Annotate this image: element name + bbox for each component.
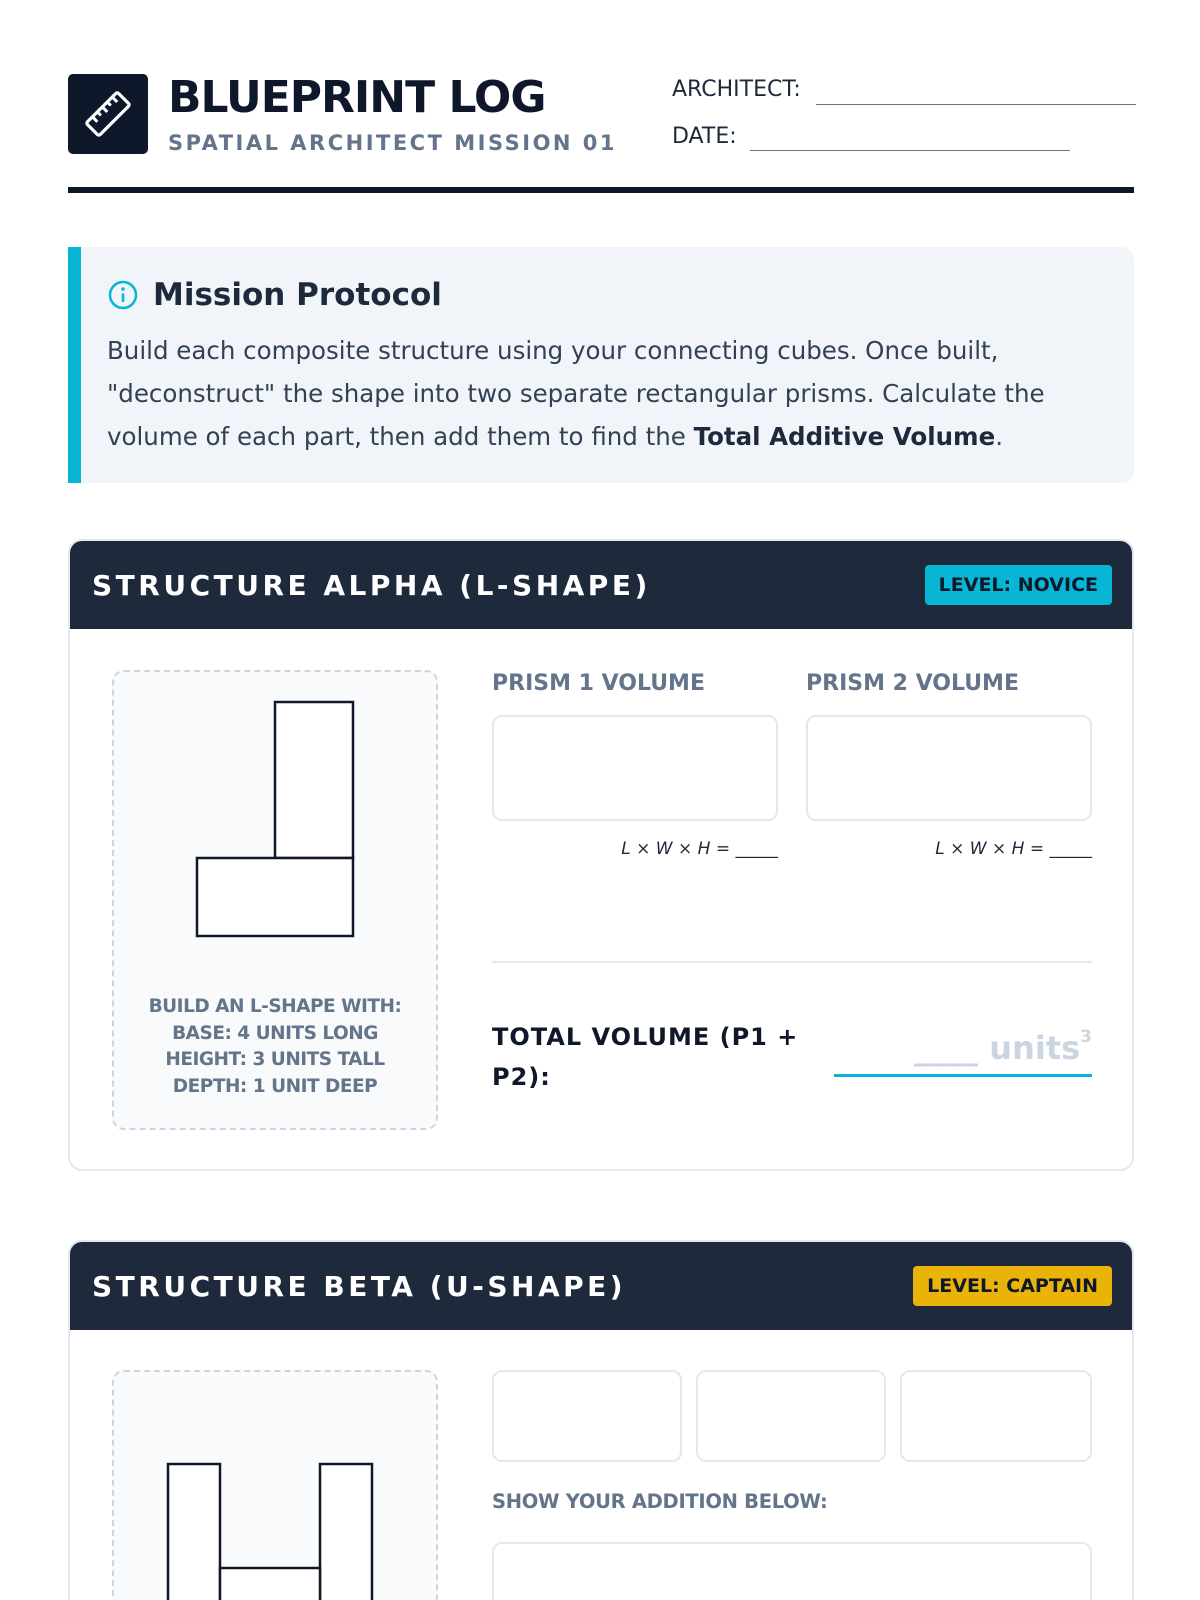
total-volume-label: TOTAL VOLUME (P1 + P2):: [492, 1023, 799, 1091]
ruler-icon: [82, 88, 134, 140]
prism-c-input[interactable]: [900, 1370, 1092, 1462]
date-label: DATE:: [672, 124, 737, 149]
protocol-title: Mission Protocol: [153, 277, 442, 313]
caption-line: HEIGHT: 3 UNITS TALL: [165, 1049, 385, 1070]
u-shape-right-pillar: [320, 1464, 372, 1600]
section-divider: [492, 961, 1092, 963]
prism-b-input[interactable]: [696, 1370, 886, 1462]
page-subtitle: SPATIAL ARCHITECT MISSION 01: [168, 131, 618, 155]
protocol-text-body: Build each composite structure using your connecting cubes. Once built, "deconstruct" the shape into two separate rectangular prisms. Calculate the volume of each part, then add them to find the: [107, 336, 1045, 451]
l-shape-base: [197, 858, 353, 936]
info-icon: [107, 279, 139, 311]
structure-alpha-diagram: [112, 670, 438, 1130]
caption-line: BASE: 4 UNITS LONG: [172, 1022, 378, 1044]
addition-label: SHOW YOUR ADDITION BELOW:: [492, 1490, 828, 1513]
total-volume-exponent: 3: [1080, 1027, 1092, 1047]
addition-work-area[interactable]: [492, 1542, 1092, 1600]
header-divider: [68, 187, 1134, 193]
caption-line: BUILD AN L-SHAPE WITH:: [148, 996, 402, 1017]
total-volume-blank: ____: [914, 1029, 990, 1067]
u-shape-left-pillar: [168, 1464, 220, 1600]
structure-beta-card: [68, 1240, 1134, 1600]
prism-2-formula: L × W × H = _____: [935, 839, 1092, 859]
l-shape-tower: [275, 702, 353, 858]
total-volume-unit: units: [989, 1029, 1081, 1067]
structure-beta-header: [70, 1242, 1132, 1330]
structure-alpha-instructions: [114, 994, 436, 1100]
protocol-heading: [107, 277, 442, 313]
u-shape-base: [220, 1568, 320, 1600]
architect-label: ARCHITECT:: [672, 77, 801, 102]
prism-a-input[interactable]: [492, 1370, 682, 1462]
protocol-text-end: .: [995, 422, 1003, 451]
page-title: BLUEPRINT LOG: [168, 72, 546, 123]
prism-1-formula: L × W × H = _____: [621, 839, 778, 859]
l-shape-drawing: [114, 672, 436, 972]
structure-beta-title: STRUCTURE BETA (U-SHAPE): [92, 1270, 627, 1303]
level-badge-captain: LEVEL: CAPTAIN: [913, 1266, 1112, 1306]
prism-2-label: PRISM 2 VOLUME: [806, 671, 1019, 696]
date-field[interactable]: [750, 150, 1070, 151]
u-shape-drawing: [114, 1372, 436, 1600]
mission-protocol: [68, 247, 1134, 483]
prism-2-input[interactable]: [806, 715, 1092, 821]
prism-1-label: PRISM 1 VOLUME: [492, 671, 705, 696]
structure-alpha-header: [70, 541, 1132, 629]
level-badge-novice: LEVEL: NOVICE: [925, 565, 1112, 605]
protocol-text-emphasis: Total Additive Volume: [693, 422, 996, 451]
prism-1-input[interactable]: [492, 715, 778, 821]
structure-alpha-title: STRUCTURE ALPHA (L-SHAPE): [92, 569, 651, 602]
logo: [68, 74, 148, 154]
protocol-text: [107, 329, 1107, 458]
total-volume-input[interactable]: [834, 1029, 1092, 1077]
header: [68, 74, 1134, 194]
structure-alpha-card: [68, 539, 1134, 1171]
architect-field[interactable]: [816, 104, 1136, 105]
caption-line: DEPTH: 1 UNIT DEEP: [172, 1075, 378, 1097]
structure-beta-diagram: [112, 1370, 438, 1600]
